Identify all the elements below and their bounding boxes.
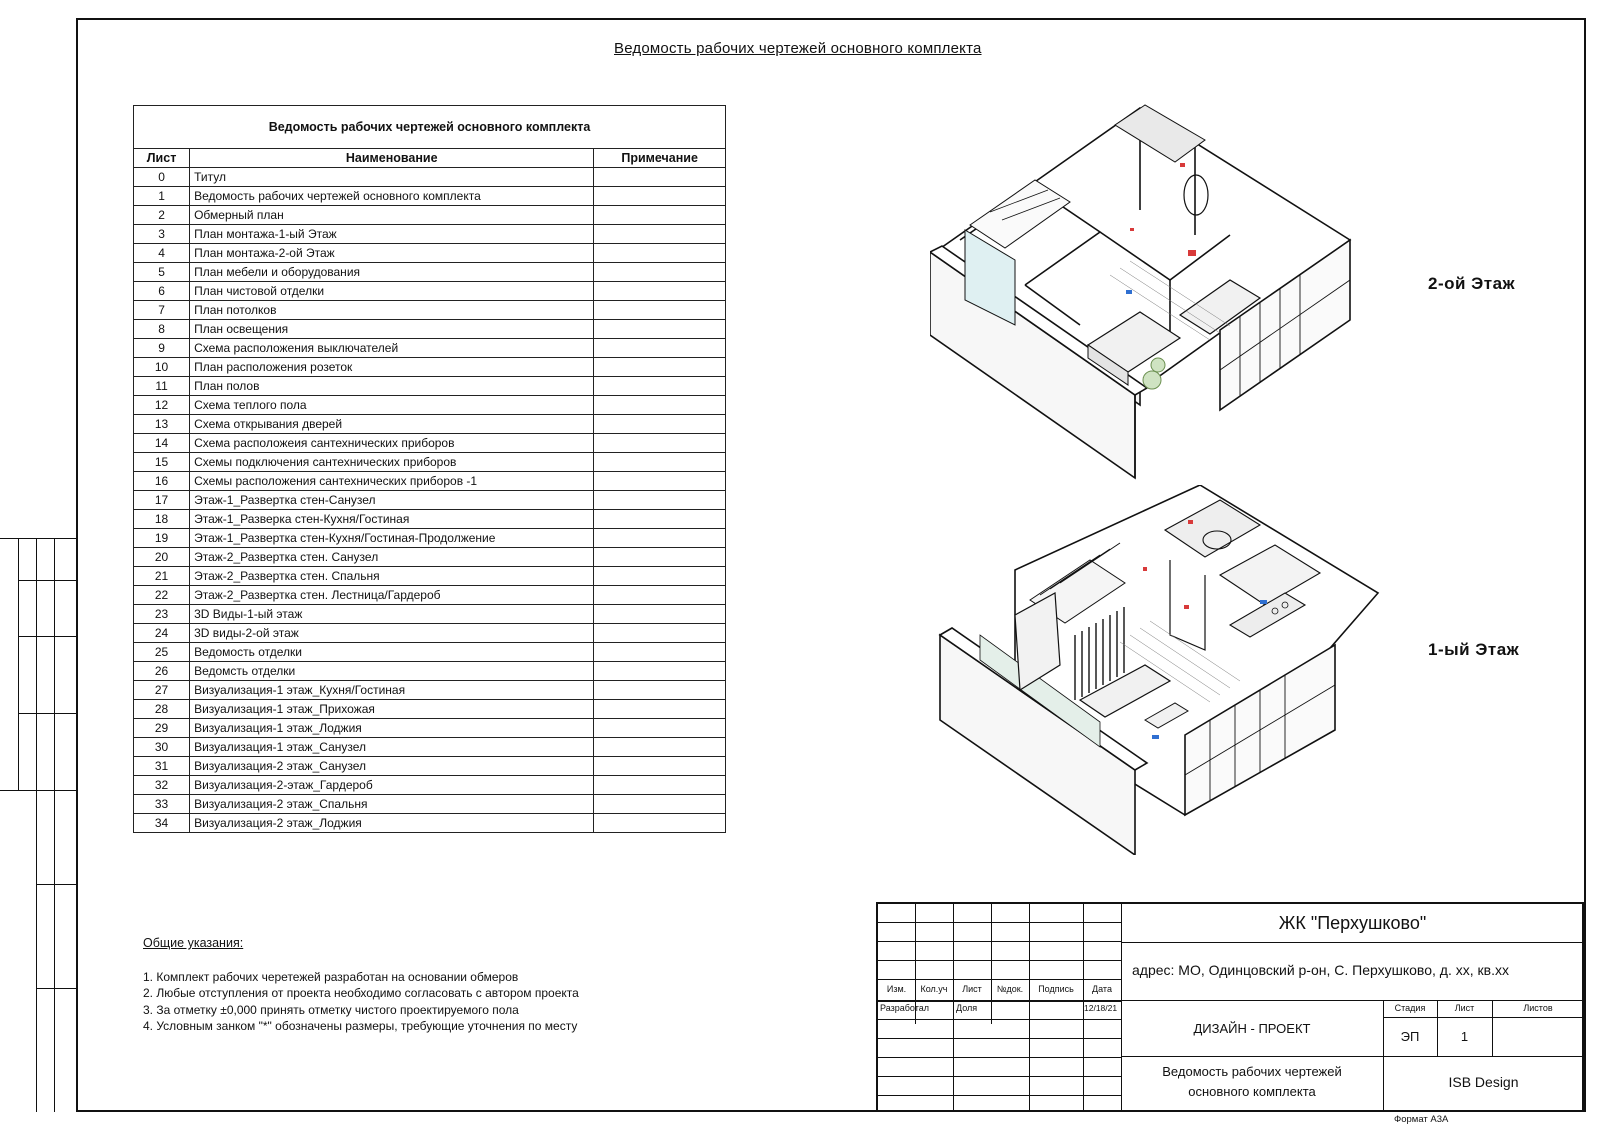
- sheet-note: [594, 681, 726, 700]
- sheet-name: Визуализация-2 этаж_Санузел: [190, 757, 594, 776]
- note-item: 2. Любые отступления от проекта необходимо согласовать с автором проекта: [143, 986, 579, 1000]
- table-row: [134, 187, 726, 206]
- table-row: [134, 662, 726, 681]
- table-row: [134, 624, 726, 643]
- sheet-name: План мебели и оборудования: [190, 263, 594, 282]
- sheet-note: [594, 548, 726, 567]
- sheet-number: 17: [134, 491, 190, 510]
- column-label-list: Лист: [962, 984, 982, 994]
- sheet-note: [594, 396, 726, 415]
- sheet-name: Схема расположеия сантехнических приборов: [190, 434, 594, 453]
- table-row: [134, 244, 726, 263]
- column-header-name: Наименование: [190, 149, 594, 168]
- sheet-name: Схемы расположения сантехнических приборов -1: [190, 472, 594, 491]
- side-stamp: [0, 538, 76, 1112]
- sheet-note: [594, 377, 726, 396]
- sheet-name: Схема открывания дверей: [190, 415, 594, 434]
- sheet-name: 3D виды-2-ой этаж: [190, 624, 594, 643]
- sheet-number: 31: [134, 757, 190, 776]
- table-row: [134, 206, 726, 225]
- sheet-number: 27: [134, 681, 190, 700]
- sheet-note: [594, 586, 726, 605]
- sheet-name: План монтажа-2-ой Этаж: [190, 244, 594, 263]
- table-row: [134, 339, 726, 358]
- sheet-number: 13: [134, 415, 190, 434]
- sheet-name: Этаж-2_Развертка стен. Санузел: [190, 548, 594, 567]
- sheet-note: [594, 662, 726, 681]
- sheet-number: 1: [134, 187, 190, 206]
- table-row: [134, 453, 726, 472]
- sheet-number: 29: [134, 719, 190, 738]
- sheet-note: [594, 225, 726, 244]
- table-row: [134, 282, 726, 301]
- page-title: Ведомость рабочих чертежей основного комплекта: [614, 40, 982, 57]
- sheet-name: План расположения розеток: [190, 358, 594, 377]
- sheets-header: Листов: [1523, 1003, 1553, 1013]
- table-row: [134, 605, 726, 624]
- developed-label: Разработал: [880, 1003, 929, 1013]
- sheet-number: 25: [134, 643, 190, 662]
- sheet-note: [594, 738, 726, 757]
- developed-date: 12/18/21: [1084, 1003, 1118, 1013]
- floor1-isometric-drawing: [930, 485, 1380, 855]
- sheet-note: [594, 187, 726, 206]
- document-name-line1: Ведомость рабочих чертежей: [1162, 1064, 1342, 1079]
- sheet-name: Титул: [190, 168, 594, 187]
- table-row: [134, 643, 726, 662]
- table-row: [134, 567, 726, 586]
- table-row: [134, 472, 726, 491]
- sheet-name: План потолков: [190, 301, 594, 320]
- sheet-number: 15: [134, 453, 190, 472]
- table-row: [134, 586, 726, 605]
- sheet-number: 10: [134, 358, 190, 377]
- sheet-note: [594, 700, 726, 719]
- sheet-number: 24: [134, 624, 190, 643]
- table-row: [134, 795, 726, 814]
- table-row: [134, 434, 726, 453]
- sheet-number: 32: [134, 776, 190, 795]
- sheet-number: 4: [134, 244, 190, 263]
- sheet-name: Схема расположения выключателей: [190, 339, 594, 358]
- sheet-number: 28: [134, 700, 190, 719]
- column-label-doc: №док.: [996, 984, 1024, 994]
- sheet-name: Ведомость рабочих чертежей основного комплекта: [190, 187, 594, 206]
- sheet-number: 16: [134, 472, 190, 491]
- sheet-value: 1: [1460, 1029, 1469, 1044]
- table-row: [134, 168, 726, 187]
- drawing-list-table: [133, 105, 726, 833]
- table-row: [134, 301, 726, 320]
- sheet-number: 21: [134, 567, 190, 586]
- table-caption: Ведомость рабочих чертежей основного комплекта: [134, 106, 726, 149]
- format-label: Формат А3А: [1394, 1114, 1449, 1125]
- sheet-name: Этаж-1_Развертка стен-Санузел: [190, 491, 594, 510]
- table-row: [134, 358, 726, 377]
- column-label-date: Дата: [1092, 984, 1112, 994]
- table-row: [134, 320, 726, 339]
- notes-heading: Общие указания:: [143, 936, 244, 950]
- sheet-note: [594, 453, 726, 472]
- column-label-signature: Подпись: [1038, 984, 1074, 994]
- sheet-name: Визуализация-2 этаж_Лоджия: [190, 814, 594, 833]
- sheet-number: 34: [134, 814, 190, 833]
- sheet-name: Визуализация-1 этаж_Прихожая: [190, 700, 594, 719]
- sheet-note: [594, 643, 726, 662]
- sheet-number: 22: [134, 586, 190, 605]
- sheet-note: [594, 605, 726, 624]
- design-project-label: ДИЗАЙН - ПРОЕКТ: [1193, 1021, 1311, 1036]
- table-row: [134, 776, 726, 795]
- sheet-number: 7: [134, 301, 190, 320]
- sheet-name: План освещения: [190, 320, 594, 339]
- sheet-note: [594, 814, 726, 833]
- sheet-note: [594, 529, 726, 548]
- note-item: 1. Комплект рабочих черетежей разработан на основании обмеров: [143, 969, 519, 984]
- table-row: [134, 757, 726, 776]
- note-item: 4. Условным занком "*" обозначены размеры, требующие уточнения по месту: [143, 1019, 578, 1033]
- sheet-number: 19: [134, 529, 190, 548]
- sheet-note: [594, 795, 726, 814]
- table-row: [134, 225, 726, 244]
- column-header-sheet: Лист: [134, 149, 190, 168]
- sheet-number: 20: [134, 548, 190, 567]
- sheet-name: Визуализация-2 этаж_Спальня: [190, 795, 594, 814]
- sheet-name: Визуализация-1 этаж_Кухня/Гостиная: [190, 681, 594, 700]
- project-address: адрес: МО, Одинцовский р-он, С. Перхушково, д. хх, кв.хх: [1132, 962, 1509, 978]
- table-row: [134, 396, 726, 415]
- sheet-number: 26: [134, 662, 190, 681]
- general-notes: [143, 935, 579, 1035]
- sheet-note: [594, 339, 726, 358]
- sheet-note: [594, 206, 726, 225]
- title-block: [876, 902, 1584, 1112]
- stage-header: Стадия: [1394, 1003, 1426, 1013]
- sheet-note: [594, 320, 726, 339]
- sheet-number: 30: [134, 738, 190, 757]
- sheet-number: 12: [134, 396, 190, 415]
- table-row: [134, 491, 726, 510]
- sheet-name: Этаж-1_Разверка стен-Кухня/Гостиная: [190, 510, 594, 529]
- sheet-note: [594, 358, 726, 377]
- sheet-number: 14: [134, 434, 190, 453]
- sheet-number: 0: [134, 168, 190, 187]
- sheet-note: [594, 434, 726, 453]
- sheet-note: [594, 472, 726, 491]
- sheet-note: [594, 757, 726, 776]
- sheet-name: Этаж-2_Развертка стен. Лестница/Гардероб: [190, 586, 594, 605]
- column-label-izm: Изм.: [886, 984, 907, 994]
- table-row: [134, 415, 726, 434]
- sheet-number: 11: [134, 377, 190, 396]
- table-row: [134, 719, 726, 738]
- stage-value: ЭП: [1400, 1029, 1420, 1044]
- sheet-note: [594, 282, 726, 301]
- column-header-note: Примечание: [594, 149, 726, 168]
- table-row: [134, 263, 726, 282]
- sheet-number: 2: [134, 206, 190, 225]
- sheet-name: Схема теплого пола: [190, 396, 594, 415]
- sheet-number: 33: [134, 795, 190, 814]
- sheet-name: План чистовой отделки: [190, 282, 594, 301]
- sheet-note: [594, 624, 726, 643]
- table-row: [134, 510, 726, 529]
- column-label-kolich: Кол.уч: [920, 984, 948, 994]
- sheet-note: [594, 415, 726, 434]
- sheet-header: Лист: [1454, 1003, 1475, 1013]
- table-row: [134, 529, 726, 548]
- sheet-note: [594, 244, 726, 263]
- table-row: [134, 681, 726, 700]
- document-name-line2: основного комплекта: [1188, 1084, 1316, 1099]
- sheet-number: 3: [134, 225, 190, 244]
- table-row: [134, 738, 726, 757]
- sheet-note: [594, 301, 726, 320]
- table-row: [134, 700, 726, 719]
- sheet-number: 6: [134, 282, 190, 301]
- sheet-note: [594, 168, 726, 187]
- table-row: [134, 548, 726, 567]
- table-row: [134, 377, 726, 396]
- sheet-number: 23: [134, 605, 190, 624]
- sheet-name: Ведомость отделки: [190, 643, 594, 662]
- sheet-name: Схемы подключения сантехнических приборов: [190, 453, 594, 472]
- sheet-name: Обмерный план: [190, 206, 594, 225]
- sheet-name: План монтажа-1-ый Этаж: [190, 225, 594, 244]
- sheet-note: [594, 263, 726, 282]
- sheet-name: Визуализация-2-этаж_Гардероб: [190, 776, 594, 795]
- sheet-note: [594, 567, 726, 586]
- project-name: ЖК "Перхушково": [1278, 913, 1427, 933]
- sheet-note: [594, 491, 726, 510]
- sheet-number: 9: [134, 339, 190, 358]
- sheet-name: Визуализация-1 этаж_Лоджия: [190, 719, 594, 738]
- sheet-note: [594, 776, 726, 795]
- sheet-number: 5: [134, 263, 190, 282]
- sheet-name: План полов: [190, 377, 594, 396]
- sheet-name: 3D Виды-1-ый этаж: [190, 605, 594, 624]
- note-item: 3. За отметку ±0,000 принять отметку чистого проектируемого пола: [143, 1002, 519, 1017]
- sheet-name: Этаж-1_Развертка стен-Кухня/Гостиная-Продолжение: [190, 529, 594, 548]
- sheet-number: 18: [134, 510, 190, 529]
- floor1-label: 1-ый Этаж: [1428, 640, 1520, 659]
- sheet-name: Визуализация-1 этаж_Санузел: [190, 738, 594, 757]
- sheet-note: [594, 719, 726, 738]
- company-name: ISB Design: [1448, 1074, 1519, 1090]
- floor2-label: 2-ой Этаж: [1428, 274, 1516, 293]
- developer-name: Доля: [956, 1003, 978, 1013]
- table-row: [134, 814, 726, 833]
- sheet-name: Этаж-2_Развертка стен. Спальня: [190, 567, 594, 586]
- floor2-isometric-drawing: [930, 100, 1380, 490]
- sheet-note: [594, 510, 726, 529]
- sheet-name: Ведомсть отделки: [190, 662, 594, 681]
- sheet-number: 8: [134, 320, 190, 339]
